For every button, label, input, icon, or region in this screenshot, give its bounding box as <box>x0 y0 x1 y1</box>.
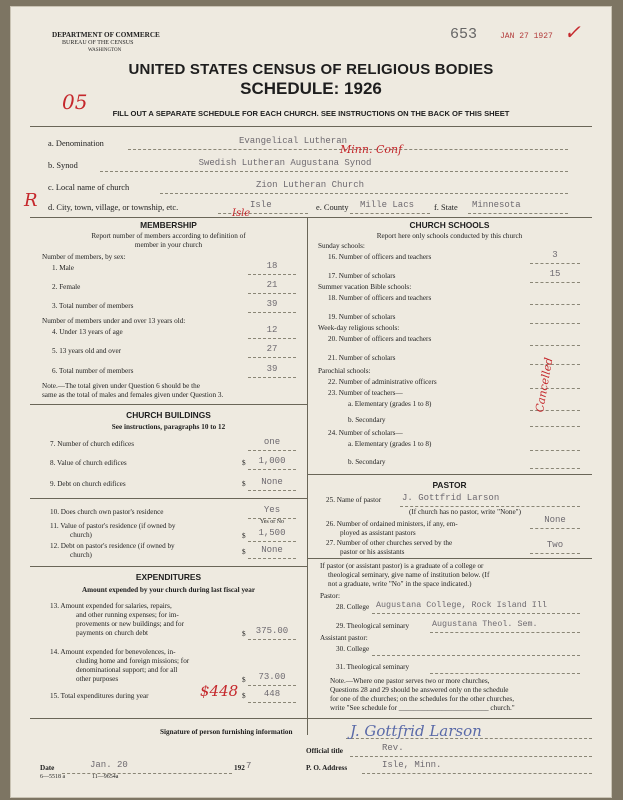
q7-label: 7. Number of church edifices <box>50 440 135 448</box>
q20-label: 20. Number of officers and teachers <box>328 335 432 343</box>
state-label: f. State <box>434 203 458 212</box>
q9-label: 9. Debt on church edifices <box>50 480 126 488</box>
pastor-note-3: for one of the churches; on the schedules for the other churches, <box>330 695 515 703</box>
q22-label: 22. Number of administrative officers <box>328 378 437 386</box>
signature-label: Signature of person furnishing information <box>160 728 293 736</box>
q8-value: 1,000 <box>258 456 286 466</box>
official-title-value: Rev. <box>382 743 404 753</box>
q25-value: J. Gottfrid Larson <box>402 493 500 503</box>
expenditures-subheading: Amount expended by your church during last fiscal year <box>81 586 256 594</box>
q24b-label: b. Secondary <box>348 458 386 466</box>
isle-annotation: Isle <box>232 208 251 219</box>
q12-label-2: church) <box>70 551 92 559</box>
sunday-schools-label: Sunday schools: <box>318 242 365 250</box>
parochial-schools-label: Parochial schools: <box>318 367 371 375</box>
date-label: Date <box>40 764 55 772</box>
date-value: Jan. 20 <box>90 760 128 770</box>
q14-label-2: cluding home and foreign missions; for <box>76 657 190 665</box>
weekday-schools-label: Week-day religious schools: <box>318 324 400 332</box>
q8-dollar: $ <box>242 459 246 467</box>
age-subheader: Number of members under and over 13 years old: <box>42 317 186 325</box>
q28-label: 28. College <box>336 603 370 611</box>
q14-dollar: $ <box>242 676 246 684</box>
q5-label: 5. 13 years old and over <box>52 347 122 355</box>
q9-value: None <box>261 477 283 487</box>
q27-value: Two <box>546 540 564 550</box>
membership-intro: Report number of members according to definition of <box>91 232 246 240</box>
q25-hint: (If church has no pastor, write "None") <box>409 508 521 516</box>
q28-value: Augustana College, Rock Island Ill <box>376 600 547 610</box>
buildings-heading: CHURCH BUILDINGS <box>126 410 211 420</box>
city-value: Isle <box>250 200 272 210</box>
q17-label: 17. Number of scholars <box>328 272 396 280</box>
q14-label-3: denominational support; and for all <box>76 666 178 674</box>
official-title-label: Official title <box>306 747 343 755</box>
sex-subheader: Number of members, by sex: <box>42 253 126 261</box>
q10-label: 10. Does church own pastor's residence <box>50 508 164 516</box>
q12-value: None <box>261 545 283 555</box>
schedule-title: SCHEDULE: 1926 <box>240 79 382 98</box>
q24a-label: a. Elementary (grades 1 to 8) <box>348 440 432 448</box>
local-name-label: c. Local name of church <box>48 183 130 192</box>
q16-label: 16. Number of officers and teachers <box>328 253 432 261</box>
city-label: d. City, town, village, or township, etc. <box>48 203 179 212</box>
instruction-line: FILL OUT A SEPARATE SCHEDULE FOR EACH CHURCH. SEE INSTRUCTIONS ON THE BACK OF THIS SHEET <box>112 109 510 118</box>
q2-label: 2. Female <box>52 283 81 291</box>
q14-label-4: other purposes <box>76 675 119 683</box>
q15-dollar: $ <box>242 692 246 700</box>
q7-value: one <box>263 437 281 447</box>
membership-intro-2: member in your church <box>134 241 203 249</box>
q14-label: 14. Amount expended for benevolences, in- <box>50 648 176 656</box>
q17-value: 15 <box>549 269 561 279</box>
pastor-signature: J. Gottfrid Larson <box>350 722 482 740</box>
conference-annotation: Minn. Conf <box>340 143 403 156</box>
q12-dollar: $ <box>242 548 246 556</box>
q4-value: 12 <box>266 325 278 335</box>
q13-label: 13. Amount expended for salaries, repairs, <box>50 602 172 610</box>
year-value: 7 <box>246 761 252 771</box>
q29-value: Augustana Theol. Sem. <box>432 619 538 629</box>
pastor-note-4: write "See schedule for _________________________ church." <box>330 704 515 712</box>
q2-value: 21 <box>266 280 278 290</box>
q30-label: 30. College <box>336 645 370 653</box>
form-number: 653 <box>450 26 478 43</box>
total-expenditure-annotation: $448 <box>200 682 239 700</box>
q12-label: 12. Debt on pastor's residence (if owned by <box>50 542 175 550</box>
graduate-instruction: If pastor (or assistant pastor) is a graduate of a college or <box>320 562 484 570</box>
q24-label: 24. Number of scholars— <box>328 429 403 437</box>
bureau-name: BUREAU OF THE CENSUS <box>62 40 134 46</box>
red-code-annotation: 05 <box>62 90 88 114</box>
q6-label: 6. Total number of members <box>52 367 134 375</box>
q1-label: 1. Male <box>52 264 74 272</box>
q8-label: 8. Value of church edifices <box>50 459 127 467</box>
q13-dollar: $ <box>242 630 246 638</box>
membership-heading: MEMBERSHIP <box>140 220 197 230</box>
census-schedule-page <box>10 6 612 798</box>
cancelled-annotation: Cancelled <box>533 356 556 414</box>
q26-label-2: ployed as assistant pastors <box>340 529 416 537</box>
received-stamp: JAN 27 1927 <box>500 32 553 41</box>
synod-value: Swedish Lutheran Augustana Synod <box>198 158 372 168</box>
q11-dollar: $ <box>242 532 246 540</box>
q6-value: 39 <box>266 364 278 374</box>
q27-label-2: pastor or his assistants <box>340 548 405 556</box>
q18-label: 18. Number of officers and teachers <box>328 294 432 302</box>
denomination-label: a. Denomination <box>48 139 104 148</box>
q9-dollar: $ <box>242 480 246 488</box>
q16-value: 3 <box>552 250 558 260</box>
q27-label: 27. Number of other churches served by the <box>326 539 453 547</box>
q3-value: 39 <box>266 299 278 309</box>
summer-schools-label: Summer vacation Bible schools: <box>318 283 412 291</box>
form-title: UNITED STATES CENSUS OF RELIGIOUS BODIES <box>128 61 494 78</box>
membership-note: Note.—The total given under Question 6 should be the <box>42 382 200 390</box>
schools-subheading: Report here only schools conducted by this church <box>376 232 523 240</box>
q15-value: 448 <box>263 689 281 699</box>
dept-name: DEPARTMENT OF COMMERCE <box>52 31 160 39</box>
pastor-heading: PASTOR <box>432 480 467 490</box>
q26-label: 26. Number of ordained ministers, if any, em- <box>326 520 458 528</box>
graduate-instruction-3: not a graduate, write "No" in the space indicated.) <box>328 580 472 588</box>
county-value: Mille Lacs <box>360 200 415 210</box>
q3-label: 3. Total number of members <box>52 302 134 310</box>
q29-label: 29. Theological seminary <box>336 622 410 630</box>
q23b-label: b. Secondary <box>348 416 386 424</box>
county-label: e. County <box>316 203 349 212</box>
schools-heading: CHURCH SCHOOLS <box>409 220 490 230</box>
po-address-value: Isle, Minn. <box>382 760 442 770</box>
q13-value: 375.00 <box>255 626 289 636</box>
q13-label-4: payments on church debt <box>76 629 149 637</box>
check-mark-icon: ✓ <box>564 20 581 44</box>
q23a-label: a. Elementary (grades 1 to 8) <box>348 400 432 408</box>
q15-label: 15. Total expenditures during year <box>50 692 149 700</box>
expenditures-heading: EXPENDITURES <box>135 572 202 582</box>
assistant-pastor-subheading: Assistant pastor: <box>320 634 368 642</box>
po-address-label: P. O. Address <box>306 764 348 772</box>
q11-value: 1,500 <box>258 528 286 538</box>
q10-value: Yes <box>263 505 281 515</box>
graduate-instruction-2: theological seminary, give name of institution below. (If <box>328 571 490 579</box>
print-code: 11—9654a <box>92 774 119 780</box>
q23-label: 23. Number of teachers— <box>328 389 403 397</box>
q5-value: 27 <box>266 344 278 354</box>
membership-note-2: same as the total of males and females given under Question 3. <box>42 391 224 399</box>
q11-label-2: church) <box>70 531 92 539</box>
q14-value: 73.00 <box>258 672 286 682</box>
q21-label: 21. Number of scholars <box>328 354 396 362</box>
q13-label-3: provements or new buildings; and for <box>76 620 184 628</box>
red-r-mark: R <box>24 190 38 211</box>
buildings-subheading: See instructions, paragraphs 10 to 12 <box>111 423 226 431</box>
q19-label: 19. Number of scholars <box>328 313 396 321</box>
yes-or-no-hint: Yes or No <box>259 519 285 525</box>
synod-label: b. Synod <box>48 161 78 170</box>
pastor-note-2: Questions 28 and 29 should be answered only on the schedule <box>330 686 509 694</box>
q31-label: 31. Theological seminary <box>336 663 410 671</box>
local-name-value: Zion Lutheran Church <box>255 180 365 190</box>
year-prefix: 192 <box>234 764 245 772</box>
q4-label: 4. Under 13 years of age <box>52 328 123 336</box>
form-code: 6—5518 a <box>40 774 66 780</box>
q26-value: None <box>544 515 566 525</box>
q25-label: 25. Name of pastor <box>326 496 382 504</box>
state-value: Minnesota <box>472 200 521 210</box>
denomination-value: Evangelical Lutheran <box>238 136 348 146</box>
q13-label-2: and other running expenses; for im- <box>76 611 179 619</box>
bureau-city: WASHINGTON <box>88 48 122 53</box>
pastor-subheading: Pastor: <box>320 592 340 600</box>
pastor-note: Note.—Where one pastor serves two or more churches, <box>330 677 490 685</box>
q1-value: 18 <box>266 261 278 271</box>
q11-label: 11. Value of pastor's residence (if owned by <box>50 522 176 530</box>
